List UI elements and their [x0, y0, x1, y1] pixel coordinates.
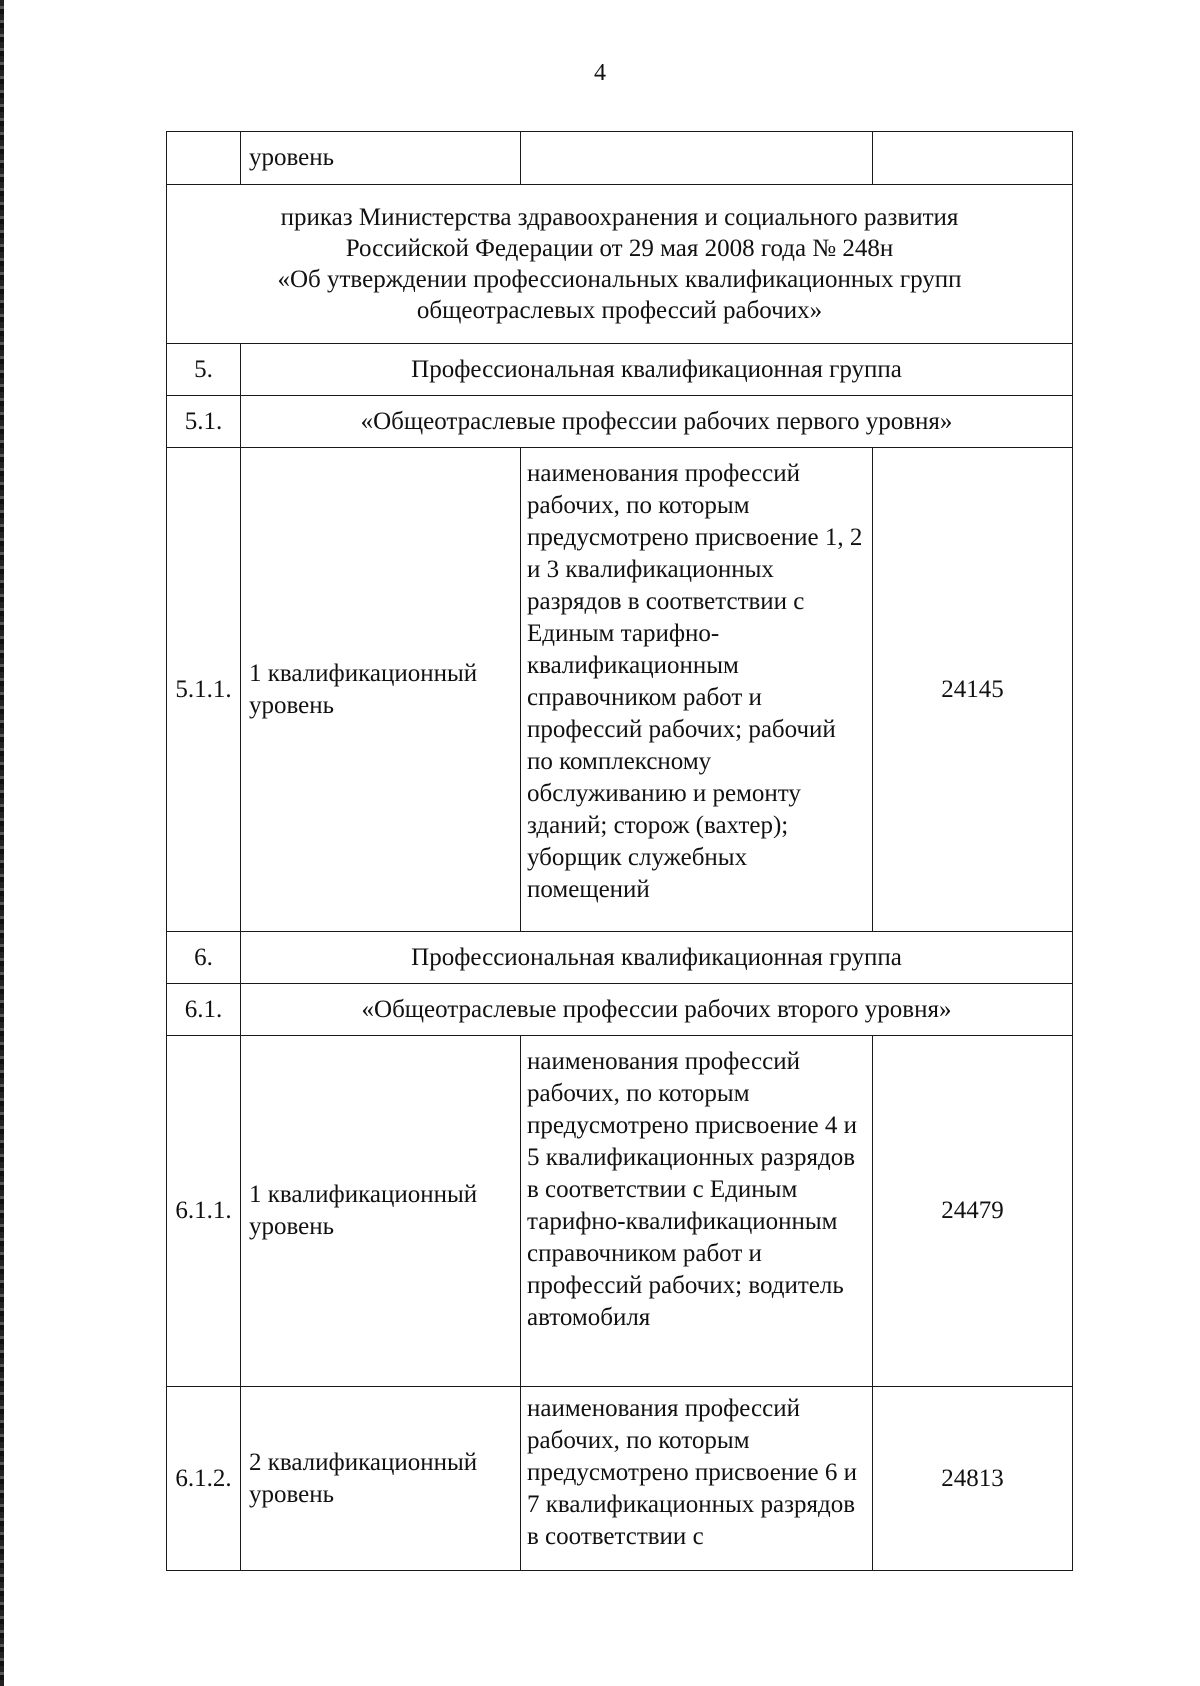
subgroup-number: 5.1. — [167, 396, 241, 448]
cell-value-empty — [873, 132, 1073, 185]
group-number: 5. — [167, 344, 241, 396]
salary-table — [166, 131, 1073, 1571]
subgroup-row — [167, 396, 1073, 448]
group-title: Профессиональная квалификационная группа — [241, 932, 1073, 984]
table-row — [167, 1387, 1073, 1571]
table-row-continuation — [167, 132, 1073, 185]
order-line: Российской Федерации от 29 мая 2008 года № 248н — [345, 235, 894, 262]
subgroup-row — [167, 984, 1073, 1036]
subgroup-title: «Общеотраслевые профессии рабочих второго уровня» — [241, 984, 1073, 1036]
row-number: 6.1.1. — [167, 1036, 241, 1387]
order-line: общеотраслевых профессий рабочих» — [416, 297, 823, 324]
qualification-level: 2 квалификационный уровень — [241, 1387, 521, 1571]
group-row — [167, 344, 1073, 396]
salary-value: 24479 — [873, 1036, 1073, 1387]
group-number: 6. — [167, 932, 241, 984]
qualification-level: 1 квалификационный уровень — [241, 448, 521, 932]
table-row — [167, 1036, 1073, 1387]
cell-number-empty — [167, 132, 241, 185]
qualification-level: 1 квалификационный уровень — [241, 1036, 521, 1387]
professions-list: наименования профессий рабочих, по которым предусмотрено присвоение 6 и 7 квалификационных разрядов в соответствии с — [521, 1387, 873, 1571]
subgroup-title: «Общеотраслевые профессии рабочих первого уровня» — [241, 396, 1073, 448]
group-row — [167, 932, 1073, 984]
order-line: «Об утверждении профессиональных квалификационных групп — [277, 266, 962, 293]
page-number: 4 — [594, 60, 606, 86]
cell-professions-empty — [521, 132, 873, 185]
salary-value: 24813 — [873, 1387, 1073, 1571]
group-title: Профессиональная квалификационная группа — [241, 344, 1073, 396]
subgroup-number: 6.1. — [167, 984, 241, 1036]
professions-list: наименования профессий рабочих, по которым предусмотрено присвоение 4 и 5 квалификационных разрядов в соответствии с Единым тарифно-квалификационным справочником работ и профессий рабочих; водитель автомобиля — [521, 1036, 873, 1387]
salary-value: 24145 — [873, 448, 1073, 932]
order-row — [167, 185, 1073, 344]
scan-edge — [0, 0, 4, 1686]
row-number: 5.1.1. — [167, 448, 241, 932]
order-line: приказ Министерства здравоохранения и социального развития — [280, 204, 959, 231]
professions-list: наименования профессий рабочих, по которым предусмотрено присвоение 1, 2 и 3 квалификационных разрядов в соответствии с Единым тарифно-квалификационным справочником работ и профессий рабочих; рабочий по комплексному обслуживанию и ремонту зданий; сторож (вахтер); уборщик служебных помещений — [521, 448, 873, 932]
row-number: 6.1.2. — [167, 1387, 241, 1571]
table-row — [167, 448, 1073, 932]
cell-level-fragment: уровень — [241, 132, 521, 185]
order-reference — [167, 185, 1073, 344]
